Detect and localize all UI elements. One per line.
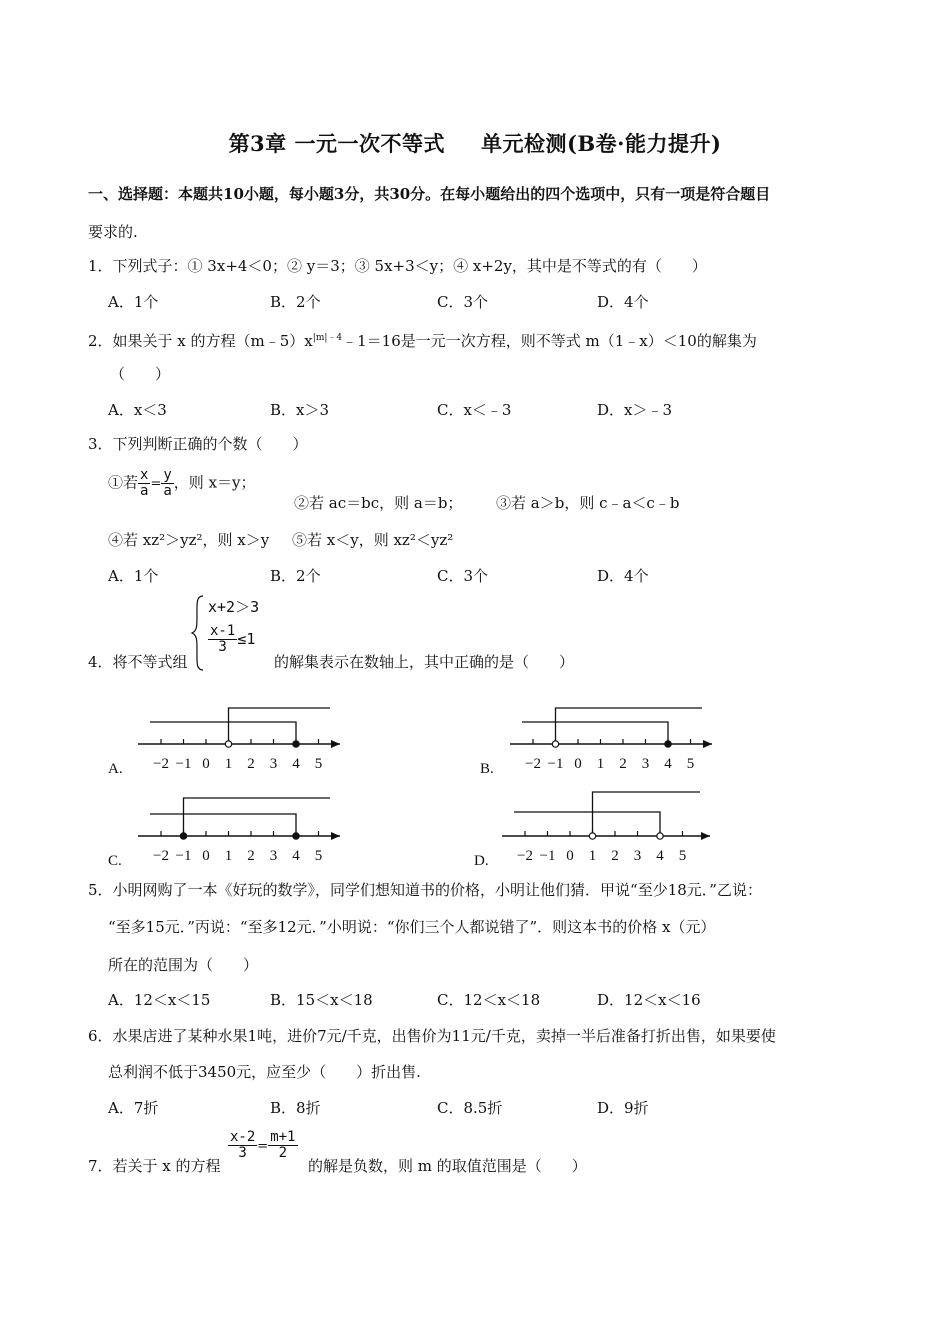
q5-option-d[interactable]: D．12＜x＜16 — [597, 991, 701, 1009]
tick-label: −2 — [153, 848, 169, 864]
tick-label: 5 — [314, 756, 323, 772]
title-part2: 单元检测(B卷·能力提升) — [481, 131, 722, 156]
tick-label: 1 — [224, 756, 233, 772]
tick-label: 0 — [574, 756, 582, 772]
q5-option-a[interactable]: A．12＜x＜15 — [108, 991, 211, 1009]
solution-ray — [229, 708, 331, 744]
tick-label: 2 — [247, 756, 255, 772]
q7-fraction-2: $\frac{m+1}{2}$ — [270, 1129, 296, 1161]
q7-fraction-1: $\frac{x-2}{3}$ — [230, 1129, 256, 1161]
q1-option-a[interactable]: A．1个 — [108, 293, 159, 311]
open-endpoint — [657, 833, 663, 839]
tick-label: 0 — [566, 848, 574, 864]
number-line-option-label: C. — [108, 853, 122, 869]
q2-stem-a: 2．如果关于 x 的方程（m﹣5）x — [88, 332, 313, 350]
q3-equals: = — [150, 476, 162, 492]
tick-label: 2 — [611, 848, 619, 864]
number-line-option-label: A. — [108, 761, 123, 777]
left-brace-icon — [190, 594, 206, 672]
tick-label: −2 — [525, 756, 541, 772]
q6-line1: 6．水果店进了某种水果1吨，进价7元/千克，出售价为11元/千克，卖掉一半后准备打折出售，如果要使 — [88, 1027, 776, 1045]
q3-item1-post: ，则 x＝y； — [173, 473, 256, 492]
q4-ineq2 — [208, 624, 255, 655]
q3-stem: 3．下列判断正确的个数（ ） — [88, 435, 308, 453]
q1-option-c[interactable]: C．3个 — [437, 293, 489, 311]
tick-label: −1 — [539, 848, 556, 864]
tick-label: 1 — [224, 848, 233, 864]
q4-number-lines — [0, 690, 950, 870]
tick-label: 1 — [596, 756, 605, 772]
q4-stem-pre: 4．将不等式组 — [88, 653, 188, 671]
q1-option-b[interactable]: B．2个 — [270, 293, 321, 311]
tick-label: −1 — [175, 848, 192, 864]
q5-line1: 5．小明网购了一本《好玩的数学》，同学们想知道书的价格，小明让他们猜．甲说“至少18元．”乙说： — [88, 881, 762, 899]
page-title — [0, 128, 950, 158]
tick-label: 4 — [292, 848, 300, 864]
q2-stem-b: ﹣1＝16是一元一次方程，则不等式 m（1﹣x）＜10的解集为 — [342, 332, 757, 350]
q7-stem-pre: 7．若关于 x 的方程 — [88, 1157, 221, 1175]
solution-ray — [593, 792, 701, 836]
axis-arrow-icon — [703, 740, 712, 748]
q7-equals: = — [257, 1139, 269, 1154]
q5-line3: 所在的范围为（ ） — [108, 956, 259, 974]
q7-stem-post: 的解是负数，则 m 的取值范围是（ ） — [308, 1157, 587, 1175]
closed-endpoint — [293, 741, 299, 747]
q3-option-d[interactable]: D．4个 — [597, 567, 649, 585]
section-header-line2: 要求的. — [88, 223, 138, 241]
number-line-d[interactable] — [474, 792, 710, 869]
tick-label: 5 — [678, 848, 687, 864]
q3-item5: ⑤若 x＜y，则 xz²＜yz² — [292, 531, 454, 549]
q2-option-c[interactable]: C．x＜﹣3 — [437, 401, 512, 419]
number-line-option-label: B. — [480, 761, 494, 777]
number-line-b[interactable] — [480, 708, 712, 777]
tick-label: 3 — [269, 756, 278, 772]
q1-option-d[interactable]: D．4个 — [597, 293, 649, 311]
tick-label: 5 — [686, 756, 695, 772]
solution-ray — [556, 708, 703, 744]
tick-label: −1 — [547, 756, 564, 772]
closed-endpoint — [665, 741, 671, 747]
tick-label: 2 — [247, 848, 255, 864]
section-header-line1: 一、选择题：本题共10小题，每小题3分，共30分。在每小题给出的四个选项中，只有一项是符合题目 — [88, 185, 771, 203]
tick-label: 4 — [292, 756, 300, 772]
number-line-option-label: D. — [474, 853, 489, 869]
closed-endpoint — [180, 833, 186, 839]
axis-arrow-icon — [331, 832, 340, 840]
q4-ineq1: x+2＞3 — [208, 598, 260, 616]
tick-label: 3 — [633, 848, 642, 864]
q3-item4: ④若 xz²＞yz²，则 x＞y — [108, 531, 270, 549]
tick-label: −2 — [153, 756, 169, 772]
axis-arrow-icon — [331, 740, 340, 748]
q2-stem-c: （ ） — [110, 365, 171, 383]
tick-label: 0 — [202, 848, 210, 864]
q3-item1 — [108, 468, 256, 499]
q6-option-b[interactable]: B．8折 — [270, 1099, 321, 1117]
axis-arrow-icon — [701, 832, 710, 840]
open-endpoint — [225, 741, 231, 747]
tick-label: 3 — [641, 756, 650, 772]
solution-ray — [184, 798, 331, 836]
q5-option-b[interactable]: B．15＜x＜18 — [270, 991, 373, 1009]
q3-fraction-x-over-a: $\frac{x}{a}$ — [140, 467, 149, 499]
q1-stem: 1．下列式子：① 3x+4＜0；② y＝3；③ 5x+3＜y；④ x+2y，其中是不等式的有（ ） — [88, 257, 707, 275]
q5-line2: “至多15元．”丙说：“至多12元．”小明说：“你们三个人都说错了”．则这本书的价格 x（元） — [108, 918, 716, 936]
q2-option-b[interactable]: B．x＞3 — [270, 401, 330, 419]
q2-option-a[interactable]: A．x＜3 — [108, 401, 167, 419]
q3-fraction-y-over-a: $\frac{y}{a}$ — [163, 467, 172, 499]
q2-stem — [88, 328, 757, 351]
tick-label: 1 — [588, 848, 597, 864]
q4-ineq2-rel: ≤1 — [237, 630, 256, 648]
closed-endpoint — [293, 833, 299, 839]
q7-equation — [228, 1130, 298, 1161]
open-endpoint — [552, 741, 558, 747]
q6-option-c[interactable]: C．8.5折 — [437, 1099, 503, 1117]
q6-line2: 总利润不低于3450元，应至少（ ）折出售. — [108, 1063, 421, 1081]
q3-option-b[interactable]: B．2个 — [270, 567, 321, 585]
tick-label: −1 — [175, 756, 192, 772]
q3-option-a[interactable]: A．1个 — [108, 567, 159, 585]
tick-label: −2 — [517, 848, 533, 864]
q3-option-c[interactable]: C．3个 — [437, 567, 489, 585]
q6-option-a[interactable]: A．7折 — [108, 1099, 159, 1117]
q4-stem-post: 的解集表示在数轴上，其中正确的是（ ） — [274, 653, 575, 671]
tick-label: 3 — [269, 848, 278, 864]
open-endpoint — [589, 833, 595, 839]
q3-item1-pre: ①若 — [108, 473, 139, 492]
q3-item2: ②若 ac＝bc，则 a＝b； — [294, 494, 463, 512]
tick-label: 2 — [619, 756, 627, 772]
title-part1: 第3章 一元一次不等式 — [228, 131, 445, 156]
number-line-a[interactable] — [108, 708, 340, 777]
q4-inequality-system — [190, 594, 280, 672]
tick-label: 5 — [314, 848, 323, 864]
tick-label: 4 — [656, 848, 664, 864]
q3-item3: ③若 a＞b，则 c﹣a＜c﹣b — [496, 494, 680, 512]
tick-label: 4 — [664, 756, 672, 772]
q6-option-d[interactable]: D．9折 — [597, 1099, 649, 1117]
q2-exponent: |m|﹣4 — [312, 333, 343, 343]
number-line-c[interactable] — [108, 798, 340, 869]
q4-fraction: $\frac{x-1}{3}$ — [210, 623, 236, 655]
tick-label: 0 — [202, 756, 210, 772]
q2-option-d[interactable]: D．x＞﹣3 — [597, 401, 673, 419]
q5-option-c[interactable]: C．12＜x＜18 — [437, 991, 541, 1009]
